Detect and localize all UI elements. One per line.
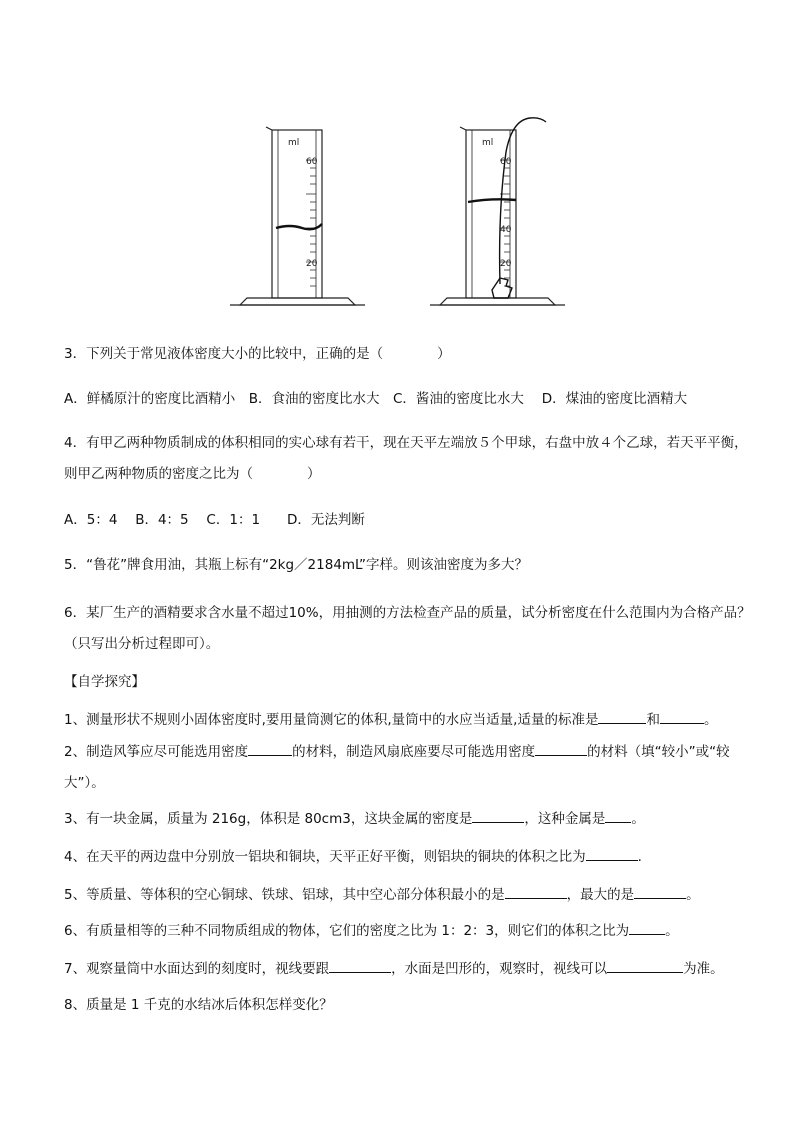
explore-item-6 xyxy=(64,920,754,940)
question-4-options: A．5：4 B．4：5 C．1：1 D．无法判断 xyxy=(64,512,365,528)
answer-blank[interactable] xyxy=(535,741,587,756)
question-6-stem: 6．某厂生产的酒精要求含水量不超过10%，用抽测的方法检查产品的质量，试分析密度在什么范围内为合格产品？（只写出分析过程即可）。 xyxy=(64,605,751,652)
answer-blank[interactable] xyxy=(505,884,567,899)
question-4-stem: 4．有甲乙两种物质制成的体积相同的实心球有若干，现在天平左端放５个甲球，右盘中放４个乙球，若天平平衡，则甲乙两种物质的密度之比为（ ） xyxy=(64,435,748,482)
irregular-solid-object xyxy=(492,278,512,298)
explore-2-text-c: 的材料（填“较小”或“较大”）。 xyxy=(64,744,730,791)
answer-blank[interactable] xyxy=(472,808,524,823)
explore-item-4 xyxy=(64,846,754,866)
explore-5-text-b: ，最大的是 xyxy=(566,887,635,903)
explore-6-text-c: 。 xyxy=(665,923,679,939)
explore-5-text-a: 5、等质量、等体积的空心铜球、铁球、铝球，其中空心部分体积最小的是 xyxy=(64,887,505,903)
explore-1-text-b: 和 xyxy=(646,712,660,728)
explore-3-text-b: ，这种金属是 xyxy=(524,811,606,827)
explore-2-text-b: 的材料，制造风扇底座要尽可能选用密度 xyxy=(292,744,536,760)
explore-item-7 xyxy=(64,958,754,978)
explore-1-text-c: 。 xyxy=(703,712,718,728)
right-tick-20: 20 xyxy=(500,259,512,269)
explore-7-text-c: 为准。 xyxy=(683,961,724,977)
left-tick-20: 20 xyxy=(306,259,318,269)
right-unit-label: ml xyxy=(482,138,494,148)
explore-4-text-a: 4、在天平的两边盘中分别放一铝块和铜块，天平正好平衡，则铝块的铜块的体积之比为 xyxy=(64,849,586,865)
explore-item-1 xyxy=(64,709,754,729)
right-tick-60: 60 xyxy=(500,157,512,167)
explore-2-text-a: 2、制造风筝应尽可能选用密度 xyxy=(64,744,249,760)
answer-blank[interactable] xyxy=(329,958,391,973)
explore-3-text-a: 3、有一块金属，质量为 216g，体积是 80cm3，这块金属的密度是 xyxy=(64,811,473,827)
explore-item-2 xyxy=(64,737,754,799)
explore-item-5 xyxy=(64,884,754,904)
answer-blank[interactable] xyxy=(660,709,704,724)
question-3-stem: 3．下列关于常见液体密度大小的比较中，正确的是（ ） xyxy=(64,346,451,362)
answer-blank[interactable] xyxy=(598,709,646,724)
explore-item-8: 8、质量是 1 千克的水结冰后体积怎样变化？ xyxy=(64,997,333,1013)
explore-7-text-b: ，水面是凹形的，观察时，视线可以 xyxy=(391,961,608,977)
graduated-cylinders-figure xyxy=(230,112,570,312)
answer-blank[interactable] xyxy=(607,958,683,973)
right-tick-40: 40 xyxy=(500,225,512,235)
explore-7-text-a: 7、观察量筒中水面达到的刻度时，视线要跟 xyxy=(64,961,330,977)
question-3-options: A．鲜橘原汁的密度比酒精小 B．食油的密度比水大 C．酱油的密度比水大 D．煤油的密度比酒精大 xyxy=(64,391,688,407)
answer-blank[interactable] xyxy=(605,808,631,823)
answer-blank[interactable] xyxy=(586,846,638,861)
section-title: 【自学探究】 xyxy=(64,674,145,690)
left-unit-label: ml xyxy=(288,138,300,148)
explore-4-text-c: . xyxy=(637,849,642,865)
answer-blank[interactable] xyxy=(248,741,292,756)
left-cylinder xyxy=(230,127,365,305)
question-5-stem: 5．“鲁花”牌食用油，其瓶上标有“2kg／2184mL”字样。则该油密度为多大？ xyxy=(64,557,529,573)
explore-5-text-c: 。 xyxy=(686,887,700,903)
answer-blank[interactable] xyxy=(634,884,686,899)
explore-1-text-a: 1、测量形状不规则小固体密度时,要用量筒测它的体积,量筒中的水应当适量,适量的标准是 xyxy=(64,712,599,728)
left-water-level xyxy=(276,224,322,229)
explore-6-text-a: 6、有质量相等的三种不同物质组成的物体，它们的密度之比为 1：2：3，则它们的体积之比为 xyxy=(64,923,630,939)
explore-3-text-c: 。 xyxy=(631,811,645,827)
answer-blank[interactable] xyxy=(629,920,665,935)
left-tick-60: 60 xyxy=(306,157,318,167)
explore-item-3 xyxy=(64,808,754,828)
right-cylinder xyxy=(430,118,565,305)
